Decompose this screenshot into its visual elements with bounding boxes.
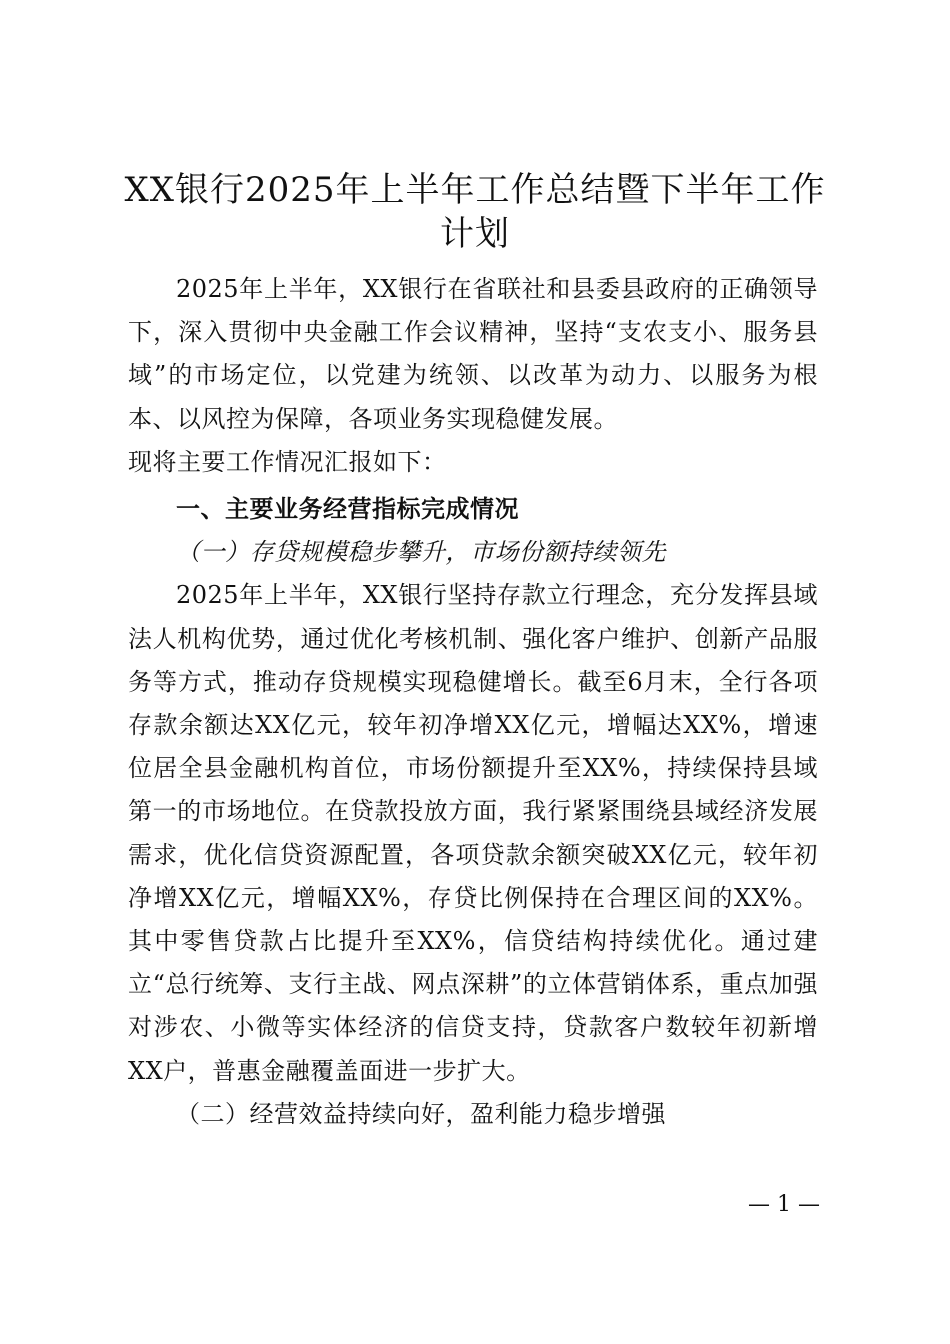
section-1-heading: 一、主要业务经营指标完成情况: [176, 495, 519, 524]
intro-paragraph: 2025年上半年，XX银行在省联社和县委县政府的正确领导下，深入贯彻中央金融工作会议精神，坚持“支农支小、服务县域”的市场定位，以党建为统领、以改革为动力、以服务为根本、以风控为保障，各项业务实现稳健发展。: [128, 275, 818, 433]
document-title: XX银行2025年上半年工作总结暨下半年工作计划: [124, 170, 826, 254]
subsection-1-heading: （一）存贷规模稳步攀升，市场份额持续领先: [176, 538, 666, 567]
page-number: — 1 —: [748, 1192, 820, 1217]
subsection-2-heading: （二）经营效益持续向好，盈利能力稳步增强: [176, 1099, 666, 1128]
report-line: 现将主要工作情况汇报如下：: [128, 447, 447, 476]
document-body: [128, 268, 818, 1136]
subsection-1-paragraph: 2025年上半年，XX银行坚持存款立行理念，充分发挥县域法人机构优势，通过优化考核机制、强化客户维护、创新产品服务等方式，推动存贷规模实现稳健增长。截至6月末，全行各项存款余额达XX亿元，较年初净增XX亿元，增幅达XX%，增速位居全县金融机构首位，市场份额提升至XX%，持续保持县域第一的市场地位。在贷款投放方面，我行紧紧围绕县域经济发展需求，优化信贷资源配置，各项贷款余额突破XX亿元，较年初净增XX亿元，增幅XX%，存贷比例保持在合理区间的XX%。其中零售贷款占比提升至XX%，信贷结构持续优化。通过建立“总行统筹、支行主战、网点深耕”的立体营销体系，重点加强对涉农、小微等实体经济的信贷支持，贷款客户数较年初新增XX户，普惠金融覆盖面进一步扩大。: [128, 581, 818, 1085]
